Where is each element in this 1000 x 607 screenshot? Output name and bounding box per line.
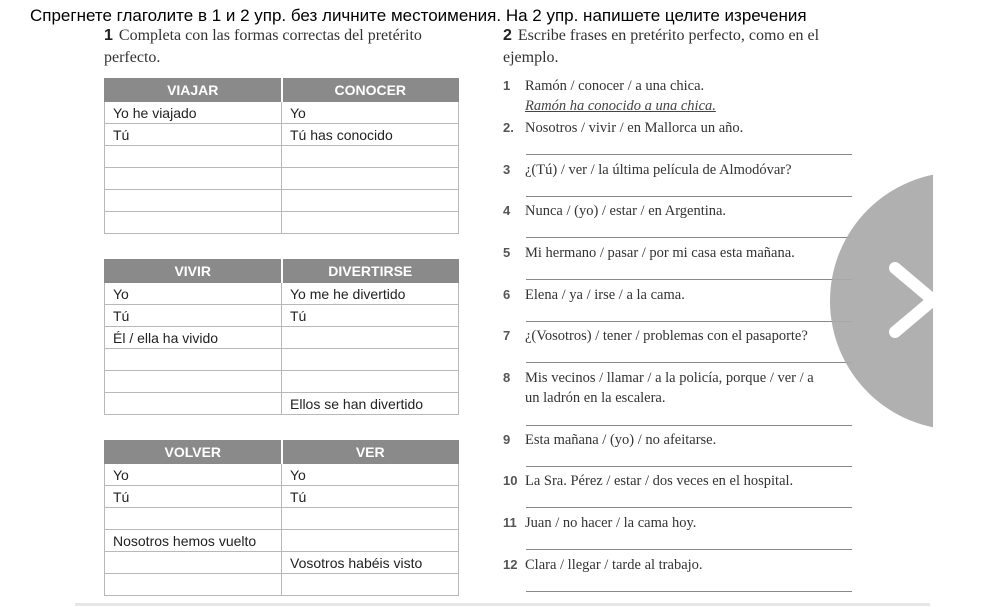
item-prompt-continued: un ladrón en la escalera. bbox=[525, 390, 666, 406]
table-cell[interactable] bbox=[105, 190, 282, 212]
table-cell[interactable] bbox=[105, 508, 282, 530]
exercise-2-item bbox=[503, 513, 696, 533]
table-cell[interactable] bbox=[282, 349, 459, 371]
item-number: 5 bbox=[503, 245, 511, 260]
item-prompt: Nunca / (yo) / estar / en Argentina. bbox=[525, 203, 727, 219]
table-cell[interactable]: Yo he viajado bbox=[105, 102, 282, 124]
table-cell[interactable]: Yo bbox=[105, 283, 282, 305]
table-cell[interactable]: Ellos se han divertido bbox=[282, 393, 459, 415]
table-cell[interactable]: Yo me he divertido bbox=[282, 283, 459, 305]
table-header: VER bbox=[282, 441, 459, 464]
exercise-2-item bbox=[503, 76, 716, 116]
exercise-2-number: 2 bbox=[503, 27, 512, 44]
table-cell[interactable] bbox=[282, 146, 459, 168]
item-prompt: Clara / llegar / tarde al trabajo. bbox=[525, 557, 703, 573]
table-cell[interactable]: Tú bbox=[105, 124, 282, 146]
exercise-2-heading-text: Escribe frases en pretérito perfecto, como en el ejemplo. bbox=[503, 27, 820, 66]
answer-line[interactable] bbox=[526, 362, 852, 363]
table-cell[interactable]: Yo bbox=[282, 464, 459, 486]
exercise-2-item bbox=[503, 285, 685, 305]
table-cell[interactable]: Tú has conocido bbox=[282, 124, 459, 146]
table-cell[interactable]: Tú bbox=[282, 486, 459, 508]
exercise-2-item bbox=[503, 243, 795, 263]
table-cell[interactable] bbox=[105, 552, 282, 574]
instruction-text: Спрегнете глаголите в 1 и 2 упр. без личните местоимения. На 2 упр. напишете целите изречения bbox=[30, 6, 807, 25]
item-number: 9 bbox=[503, 432, 511, 447]
table-header: VIVIR bbox=[105, 260, 282, 283]
conjugation-table-vivir-divertirse bbox=[104, 259, 459, 415]
exercise-2-item bbox=[503, 118, 743, 138]
table-cell[interactable]: Tú bbox=[282, 305, 459, 327]
table-cell[interactable] bbox=[105, 393, 282, 415]
exercise-2-item bbox=[503, 326, 808, 346]
table-cell[interactable]: Yo bbox=[282, 102, 459, 124]
exercise-2-item bbox=[503, 555, 703, 575]
table-cell[interactable] bbox=[282, 574, 459, 596]
table-cell[interactable]: Él / ella ha vivido bbox=[105, 327, 282, 349]
table-cell[interactable] bbox=[282, 371, 459, 393]
table-header: DIVERTIRSE bbox=[282, 260, 459, 283]
exercise-2-item bbox=[503, 430, 716, 450]
item-prompt: Elena / ya / irse / a la cama. bbox=[525, 287, 685, 303]
item-number: 4 bbox=[503, 203, 511, 218]
answer-line[interactable] bbox=[526, 237, 852, 238]
conjugation-table-viajar-conocer bbox=[104, 78, 459, 234]
answer-line[interactable] bbox=[526, 425, 852, 426]
item-prompt: Nosotros / vivir / en Mallorca un año. bbox=[525, 120, 744, 136]
table-cell[interactable] bbox=[105, 371, 282, 393]
table-cell[interactable] bbox=[105, 168, 282, 190]
item-prompt: Juan / no hacer / la cama hoy. bbox=[525, 515, 697, 531]
table-cell[interactable]: Nosotros hemos vuelto bbox=[105, 530, 282, 552]
table-cell[interactable]: Vosotros habéis visto bbox=[282, 552, 459, 574]
answer-line[interactable] bbox=[526, 196, 852, 197]
conjugation-table-volver-ver bbox=[104, 440, 459, 596]
item-number: 3 bbox=[503, 162, 511, 177]
exercise-2-item bbox=[503, 201, 726, 221]
table-cell[interactable] bbox=[282, 168, 459, 190]
answer-line[interactable] bbox=[526, 279, 852, 280]
item-number: 6 bbox=[503, 287, 511, 302]
item-number: 1 bbox=[503, 78, 511, 93]
page-right-margin bbox=[933, 0, 1000, 607]
answer-line[interactable] bbox=[526, 321, 852, 322]
exercise-2-item bbox=[503, 471, 793, 491]
table-cell[interactable] bbox=[282, 508, 459, 530]
answer-line[interactable] bbox=[526, 507, 852, 508]
page-bottom-edge bbox=[75, 603, 930, 606]
table-cell[interactable] bbox=[282, 530, 459, 552]
item-prompt: La Sra. Pérez / estar / dos veces en el hospital. bbox=[525, 473, 794, 489]
table-cell[interactable] bbox=[105, 146, 282, 168]
item-prompt: ¿(Tú) / ver / la última película de Almodóvar? bbox=[525, 162, 792, 178]
item-number: 12 bbox=[503, 557, 518, 572]
answer-line[interactable] bbox=[526, 549, 852, 550]
table-cell[interactable] bbox=[105, 349, 282, 371]
item-number: 10 bbox=[503, 473, 518, 488]
exercise-1-heading-text: Completa con las formas correctas del pretérito perfecto. bbox=[104, 27, 422, 66]
item-number: 8 bbox=[503, 370, 511, 385]
answer-line[interactable] bbox=[526, 154, 852, 155]
item-number: 2. bbox=[503, 120, 514, 135]
exercise-1-number: 1 bbox=[104, 27, 113, 44]
item-number: 11 bbox=[503, 515, 517, 530]
table-cell[interactable]: Yo bbox=[105, 464, 282, 486]
exercise-2-heading bbox=[503, 25, 873, 69]
example-answer: Ramón ha conocido a una chica. bbox=[525, 98, 716, 114]
answer-line[interactable] bbox=[526, 466, 852, 467]
table-cell[interactable] bbox=[105, 574, 282, 596]
table-header: CONOCER bbox=[282, 79, 459, 102]
table-cell[interactable] bbox=[282, 327, 459, 349]
answer-line[interactable] bbox=[526, 591, 852, 592]
item-prompt: Ramón / conocer / a una chica. bbox=[525, 78, 705, 94]
exercise-2-item bbox=[503, 160, 792, 180]
table-cell[interactable]: Tú bbox=[105, 305, 282, 327]
item-prompt: ¿(Vosotros) / tener / problemas con el pasaporte? bbox=[525, 328, 808, 344]
exercise-1-heading bbox=[104, 25, 434, 69]
table-cell[interactable] bbox=[282, 212, 459, 234]
table-header: VOLVER bbox=[105, 441, 282, 464]
item-prompt: Mi hermano / pasar / por mi casa esta mañana. bbox=[525, 245, 795, 261]
exercise-2-item bbox=[503, 368, 814, 408]
item-number: 7 bbox=[503, 328, 511, 343]
table-header: VIAJAR bbox=[105, 79, 282, 102]
item-prompt: Esta mañana / (yo) / no afeitarse. bbox=[525, 432, 717, 448]
table-cell[interactable]: Tú bbox=[105, 486, 282, 508]
table-cell[interactable] bbox=[282, 190, 459, 212]
table-cell[interactable] bbox=[105, 212, 282, 234]
item-prompt: Mis vecinos / llamar / a la policía, porque / ver / a bbox=[525, 370, 814, 386]
